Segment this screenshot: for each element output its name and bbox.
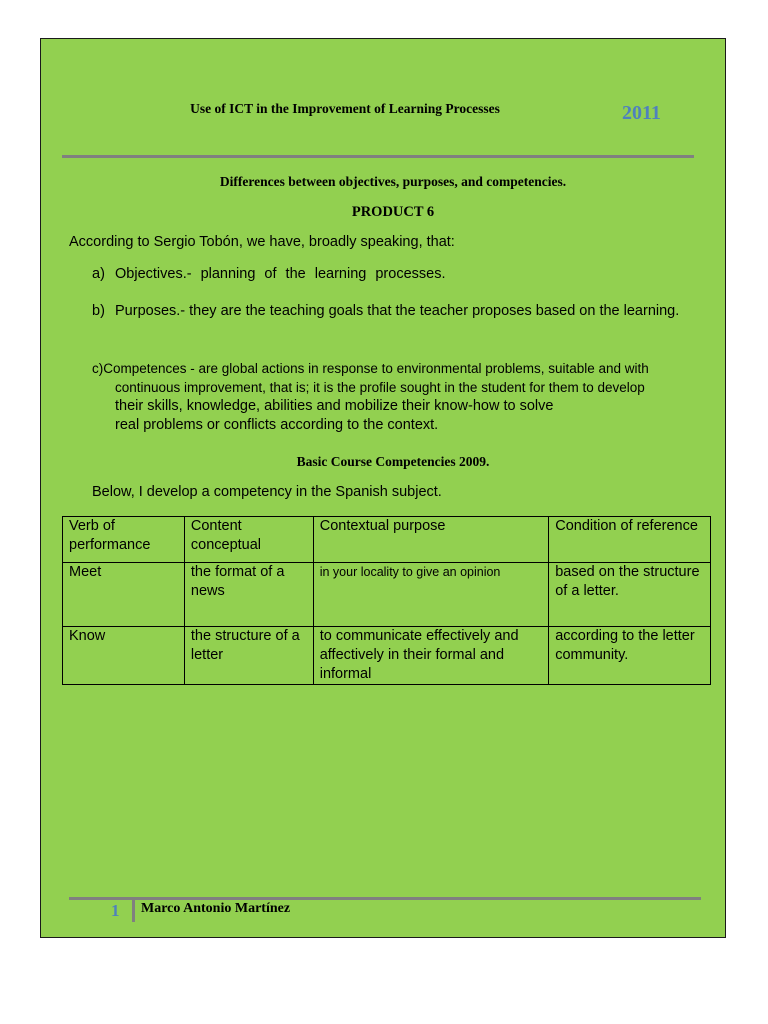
table-cell: Meet [63,563,185,627]
table-header-cell: Verb of performance [63,517,185,563]
page-number: 1 [111,901,120,920]
intro-paragraph: According to Sergio Tobón, we have, broadly speaking, that: [69,234,455,250]
table-cell: according to the letter community. [549,627,711,685]
competences-line: c)Competences - are global actions in response to environmental problems, suitable and with [92,361,649,376]
list-item-label: a) [92,266,105,282]
below-paragraph: Below, I develop a competency in the Spanish subject. [92,484,442,500]
header-divider [62,155,694,158]
table-header-cell: Contextual purpose [313,517,549,563]
table-cell: the format of a news [184,563,313,627]
list-item-text: Purposes.- they are the teaching goals that the teacher proposes based on the learning. [115,303,680,319]
competences-line: their skills, knowledge, abilities and mobilize their know-how to solve [115,398,554,414]
table-cell: in your locality to give an opinion [313,563,549,627]
table-cell: based on the structure of a letter. [549,563,711,627]
header-title: Use of ICT in the Improvement of Learning Processes [190,101,500,116]
basic-competencies-title: Basic Course Competencies 2009. [296,454,490,469]
table-cell: to communicate effectively and affectively in their formal and informal [313,627,549,685]
table-cell: Know [63,627,185,685]
list-item-label: b) [92,303,105,319]
table-header-row [63,517,711,563]
footer-divider [69,897,701,900]
document-page [40,38,726,938]
header-year: 2011 [622,102,661,124]
table-cell: the structure of a letter [184,627,313,685]
table-header-cell: Condition of reference [549,517,711,563]
competences-line: continuous improvement, that is; it is the profile sought in the student for them to develop [115,380,645,395]
table-row [63,563,711,627]
footer-author: Marco Antonio Martínez [141,901,291,916]
table-header-cell: Content conceptual [184,517,313,563]
product-heading: PRODUCT 6 [351,204,435,220]
competency-table [62,516,711,685]
document-subtitle: Differences between objectives, purposes, and competencies. [219,174,567,189]
footer-separator [132,900,135,922]
table-row [63,627,711,685]
list-item-competences [92,359,692,435]
competences-line: real problems or conflicts according to the context. [115,417,439,433]
list-item-text: Objectives.- planning of the learning processes. [115,266,446,282]
